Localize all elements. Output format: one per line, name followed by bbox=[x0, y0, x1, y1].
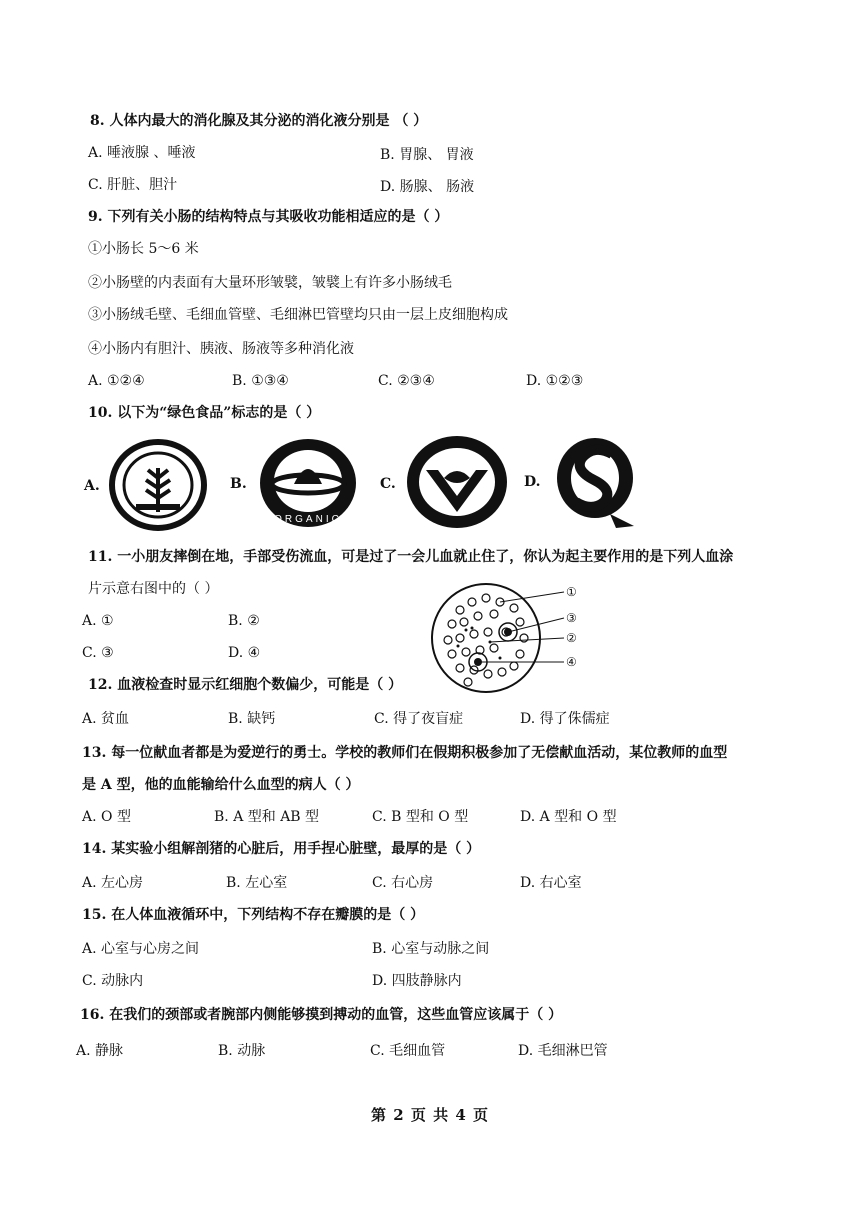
q10-option-b: B. bbox=[230, 476, 247, 492]
blood-smear-diagram bbox=[430, 582, 590, 694]
q10-stem: 10. 以下为“绿色食品”标志的是（ ） bbox=[88, 405, 321, 421]
q15-option-b: B. 心室与动脉之间 bbox=[372, 941, 490, 957]
q12-option-b: B. 缺钙 bbox=[228, 711, 276, 727]
q13-option-a: A. O 型 bbox=[82, 809, 131, 825]
q8-option-c: C. 肝脏、胆汁 bbox=[88, 177, 178, 193]
q10-option-a: A. bbox=[84, 478, 100, 494]
q9-statement-3: ③小肠绒毛壁、毛细血管壁、毛细淋巴管壁均只由一层上皮细胞构成 bbox=[88, 307, 508, 323]
q15-option-a: A. 心室与心房之间 bbox=[82, 941, 200, 957]
q16-stem: 16. 在我们的颈部或者腕部内侧能够摸到搏动的血管，这些血管应该属于（ ） bbox=[80, 1007, 563, 1023]
q12-option-a: A. 贫血 bbox=[82, 711, 130, 727]
q13-stem-line2: 是 A 型，他的血能输给什么血型的病人（ ） bbox=[82, 777, 360, 793]
q13-option-b: B. A 型和 AB 型 bbox=[214, 809, 320, 825]
label-4: ④ bbox=[566, 655, 577, 669]
green-v-emblem-icon bbox=[404, 434, 510, 530]
label-3: ③ bbox=[566, 611, 577, 625]
q8-option-b: B. 胃腺、 胃液 bbox=[380, 147, 474, 163]
q9-stem: 9. 下列有关小肠的结构特点与其吸收功能相适应的是（ ） bbox=[88, 209, 449, 225]
q9-option-d: D. ①②③ bbox=[526, 373, 584, 389]
page-footer: 第 2 页 共 4 页 bbox=[371, 1106, 489, 1124]
q10-option-c: C. bbox=[380, 476, 396, 492]
q16-option-d: D. 毛细淋巴管 bbox=[518, 1043, 608, 1059]
q9-option-a: A. ①②④ bbox=[88, 373, 145, 389]
q10-option-d: D. bbox=[524, 474, 541, 490]
q8-option-d: D. 肠腺、 肠液 bbox=[380, 179, 475, 195]
label-1: ① bbox=[566, 585, 577, 599]
q16-option-b: B. 动脉 bbox=[218, 1043, 266, 1059]
q15-option-d: D. 四肢静脉内 bbox=[372, 973, 462, 989]
q11-stem-line2: 片示意右图中的（ ） bbox=[88, 581, 219, 597]
q13-option-d: D. A 型和 O 型 bbox=[520, 809, 617, 825]
q11-option-c: C. ③ bbox=[82, 645, 114, 661]
q14-option-d: D. 右心室 bbox=[520, 875, 582, 891]
q9-statement-1: ①小肠长 5～6 米 bbox=[88, 241, 199, 257]
q16-option-c: C. 毛细血管 bbox=[370, 1043, 446, 1059]
green-food-emblem-icon bbox=[108, 438, 208, 532]
q14-stem: 14. 某实验小组解剖猪的心脏后，用手捏心脏壁，最厚的是（ ） bbox=[82, 841, 481, 857]
q13-stem-line1: 13. 每一位献血者都是为爱逆行的勇士。学校的教师们在假期积极参加了无偿献血活动，某位教师的血型 bbox=[82, 745, 728, 761]
q14-option-b: B. 左心室 bbox=[226, 875, 288, 891]
label-2: ② bbox=[566, 631, 577, 645]
organic-logo-text: ORGANIC bbox=[274, 514, 342, 525]
q9-statement-4: ④小肠内有胆汁、胰液、肠液等多种消化液 bbox=[88, 341, 354, 357]
q8-option-a: A. 唾液腺 、唾液 bbox=[88, 145, 196, 161]
q9-option-b: B. ①③④ bbox=[232, 373, 289, 389]
red-blood-cells bbox=[444, 594, 528, 686]
q14-option-a: A. 左心房 bbox=[82, 875, 144, 891]
q14-option-c: C. 右心房 bbox=[372, 875, 434, 891]
q12-stem: 12. 血液检查时显示红细胞个数偏少，可能是（ ） bbox=[88, 677, 403, 693]
q12-option-c: C. 得了夜盲症 bbox=[374, 711, 464, 727]
organic-emblem-icon bbox=[256, 436, 360, 530]
q11-stem-line1: 11. 一小朋友摔倒在地，手部受伤流血，可是过了一会儿血就止住了，你认为起主要作用的是下列人血涂 bbox=[88, 549, 734, 565]
q9-statement-2: ②小肠壁的内表面有大量环形皱襞，皱襞上有许多小肠绒毛 bbox=[88, 275, 452, 291]
qs-emblem-icon bbox=[554, 434, 636, 530]
q13-option-c: C. B 型和 O 型 bbox=[372, 809, 469, 825]
q11-option-a: A. ① bbox=[82, 613, 114, 629]
q8-stem: 8. 人体内最大的消化腺及其分泌的消化液分别是 （ ） bbox=[90, 113, 428, 129]
q15-option-c: C. 动脉内 bbox=[82, 973, 144, 989]
q9-option-c: C. ②③④ bbox=[378, 373, 435, 389]
q12-option-d: D. 得了侏儒症 bbox=[520, 711, 610, 727]
q11-option-d: D. ④ bbox=[228, 645, 261, 661]
q15-stem: 15. 在人体血液循环中，下列结构不存在瓣膜的是（ ） bbox=[82, 907, 425, 923]
q16-option-a: A. 静脉 bbox=[76, 1043, 124, 1059]
q11-option-b: B. ② bbox=[228, 613, 260, 629]
